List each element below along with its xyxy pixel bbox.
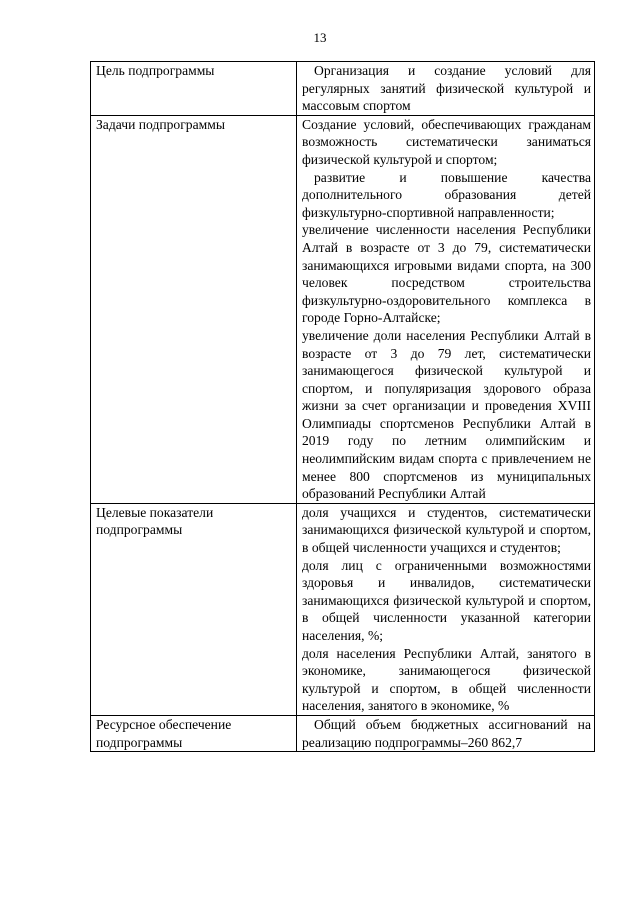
page-number: 13 (313, 30, 327, 45)
program-table (90, 61, 595, 752)
task-paragraph-1: Создание условий, обеспечивающих гражданам возможность систематически заниматься физической культурой и спортом; (302, 116, 591, 167)
goal-paragraph: Организация и создание условий для регулярных занятий физической культурой и массовым спортом (302, 63, 591, 114)
row-label-goal: Цель подпрограммы (91, 62, 297, 116)
row-label-indicators: Целевые показатели подпрограммы (91, 503, 297, 715)
row-label-resources: Ресурсное обеспечение подпрограммы (91, 715, 297, 751)
row-content-goal (297, 62, 595, 116)
table-row-goal (91, 62, 595, 116)
table-row-tasks (91, 115, 595, 503)
task-paragraph-3: увеличение численности населения Республики Алтай в возрасте от 3 до 79, систематически занимающихся игровыми видами спорта, на 300 человек посредством строительства физкультурно-оздоровительного комплекса в городе Горно-Алтайске; (302, 222, 591, 326)
indicator-paragraph-3: доля населения Республики Алтай, занятого в экономике, занимающегося физической культурой и спортом, в общей численности населения, занятого в экономике, % (302, 645, 591, 714)
row-content-tasks (297, 115, 595, 503)
table-row-resources (91, 715, 595, 751)
table-row-indicators (91, 503, 595, 715)
row-content-indicators (297, 503, 595, 715)
indicator-paragraph-2: доля лиц с ограниченными возможностями здоровья и инвалидов, систематически занимающихся физической культурой и спортом, в общей численности указанной категории населения, %; (302, 557, 591, 643)
indicator-paragraph-1: доля учащихся и студентов, систематически занимающихся физической культурой и спортом, в общей численности учащихся и студентов; (302, 504, 591, 556)
row-content-resources (297, 715, 595, 751)
resources-paragraph: Общий объем бюджетных ассигнований на реализацию подпрограммы–260 862,7 (302, 716, 591, 750)
task-paragraph-2: развитие и повышение качества дополнительного образования детей физкультурно-спортивной направленности; (302, 169, 591, 220)
task-paragraph-4: увеличение доли населения Республики Алтай в возрасте от 3 до 79 лет, систематически занимающегося физической культурой и спортом, и популяризация здорового образа жизни за счет организации и проведения XVIII Олимпиады спортсменов Республики Алтай в 2019 году по летним олимпийским и неолимпийским видам спорта с привлечением не менее 800 спортсменов из муниципальных образований Республики Алтай (302, 327, 591, 502)
row-label-tasks: Задачи подпрограммы (91, 115, 297, 503)
